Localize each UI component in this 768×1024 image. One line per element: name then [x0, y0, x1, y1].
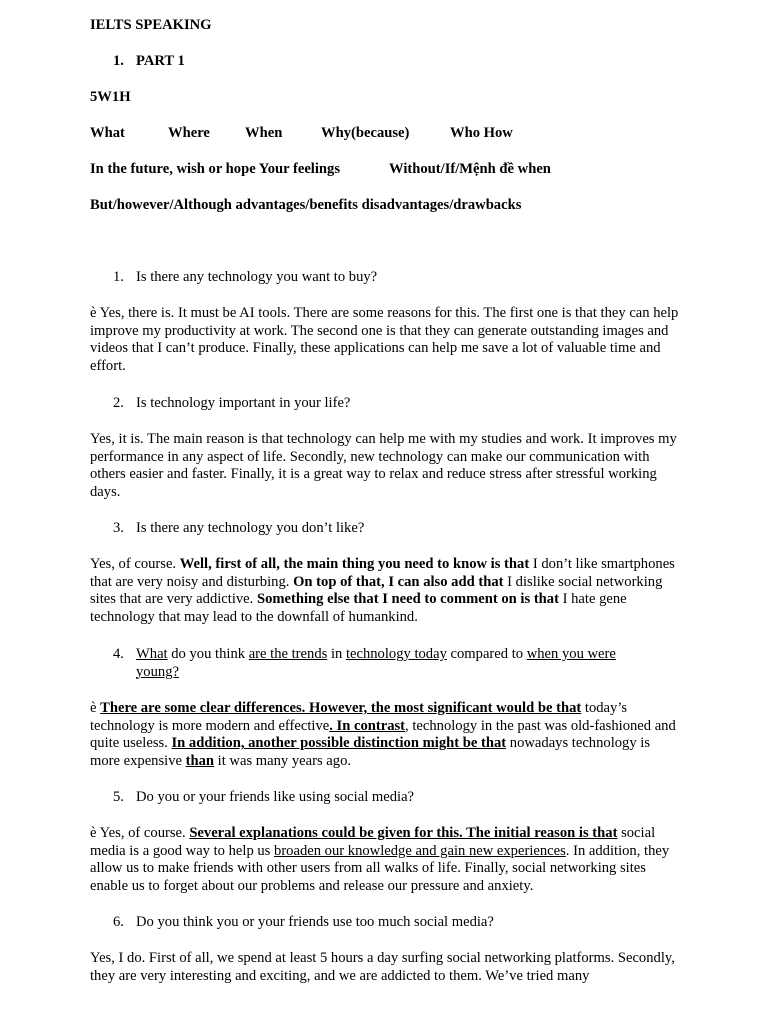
question-number: 3. [113, 520, 124, 536]
answer-phrase-underlined: broaden our knowledge and gain new experiences [274, 842, 566, 859]
answer-text [90, 700, 680, 770]
question-segment-underlined: What [136, 646, 168, 662]
question-text: Is technology important in your life? [136, 395, 351, 411]
future-feelings-row [90, 161, 680, 179]
answer-segment: today’s technology is more modern and effective [90, 700, 628, 734]
wh-words-row [90, 125, 680, 143]
answer-text: Yes, it is. The main reason is that technology can help me with my studies and work. It improves my performance in any aspect of life. Secondly, new technology can make our communication with others easier and faster. Finally, it is a great way to relax and reduce stress after stressful working days. [90, 431, 677, 500]
answer-segment: it was many years ago. [214, 752, 352, 769]
answer-text [90, 556, 680, 626]
wh-word-what: What [90, 125, 125, 141]
question-segment: do you think [167, 646, 249, 662]
answer-segment: . In addition, they allow us to make friends with other users from all walks of life. Finally, social networking sites enable us to forget about our problems and release our pressure and anxiety. [90, 842, 670, 894]
answer-phrase-bold: Something else that I need to comment on is that [256, 591, 559, 608]
answer-text: è Yes, there is. It must be AI tools. There are some reasons for this. The first one is that they can help improve my productivity at work. The second one is that they can generate outstanding images and videos that I can’t produce. Finally, these applications can help me save a lot of valuable time and effort. [90, 305, 679, 374]
answer-phrase-bold-underlined: In addition, another possible distinction might be that [171, 735, 507, 752]
question-segment: in [327, 646, 346, 662]
wh-word-who-how: Who How [450, 125, 513, 141]
answer-phrase-bold-underlined: . In contrast [329, 717, 406, 734]
question-segment-underlined: when you were young? [136, 646, 616, 680]
answer-segment: I hate gene technology that may lead to the downfall of humankind. [90, 591, 627, 625]
question-segment: compared to [446, 646, 527, 662]
wh-word-where: Where [168, 125, 210, 141]
wh-word-when: When [245, 125, 283, 141]
answer-segment: social media is a good way to help us [90, 825, 656, 859]
part-heading: PART 1 [136, 53, 185, 69]
answer-segment: Yes, of course. [90, 556, 180, 572]
question-segment-underlined: are the trends [248, 646, 328, 662]
question-number: 6. [113, 914, 124, 930]
answer-phrase-bold: On top of that, I can also add that [293, 573, 504, 590]
question-number: 1. [113, 269, 124, 285]
connectors-line: But/however/Although advantages/benefits disadvantages/drawbacks [90, 197, 522, 213]
question-number: 2. [113, 395, 124, 411]
question-number: 4. [113, 646, 124, 662]
question-text: Do you think you or your friends use too much social media? [136, 914, 494, 930]
five-w-heading: 5W1H [90, 89, 131, 105]
answer-segment: nowadays technology is more expensive [90, 735, 651, 769]
wh-word-why: Why(because) [321, 125, 410, 141]
answer-segment: I dislike social networking sites that are very addictive. [90, 573, 663, 608]
question-segment-underlined: technology today [345, 646, 447, 662]
answer-text [90, 825, 680, 895]
question-text: Is there any technology you don’t like? [136, 520, 365, 536]
question-number: 5. [113, 789, 124, 805]
answer-segment: è Yes, of course. [90, 825, 190, 841]
answer-phrase-bold: Well, first of all, the main thing you need to know is that [179, 556, 530, 572]
part-number: 1. [113, 53, 124, 69]
question-text [136, 646, 656, 681]
answer-segment: I don’t like smartphones that are very noisy and disturbing. [90, 556, 675, 590]
answer-segment: , technology in the past was old-fashioned and quite useless. [90, 717, 676, 752]
question-text: Is there any technology you want to buy? [136, 269, 378, 285]
document-title: IELTS SPEAKING [90, 17, 212, 33]
answer-segment: è [90, 700, 101, 716]
answer-phrase-bold-underlined: There are some clear differences. However, the most significant would be that [100, 700, 582, 716]
answer-phrase-bold-underlined: than [185, 752, 215, 769]
conditions-text: Without/If/Mệnh đề when [389, 161, 551, 177]
question-text: Do you or your friends like using social media? [136, 789, 415, 805]
answer-text: Yes, I do. First of all, we spend at least 5 hours a day surfing social networking platforms. Secondly, they are very interesting and exciting, and we are addicted to them. We’ve tried many [90, 950, 675, 984]
future-feelings-text: In the future, wish or hope Your feelings [90, 161, 341, 177]
answer-phrase-bold-underlined: Several explanations could be given for this. The initial reason is that [189, 825, 618, 841]
